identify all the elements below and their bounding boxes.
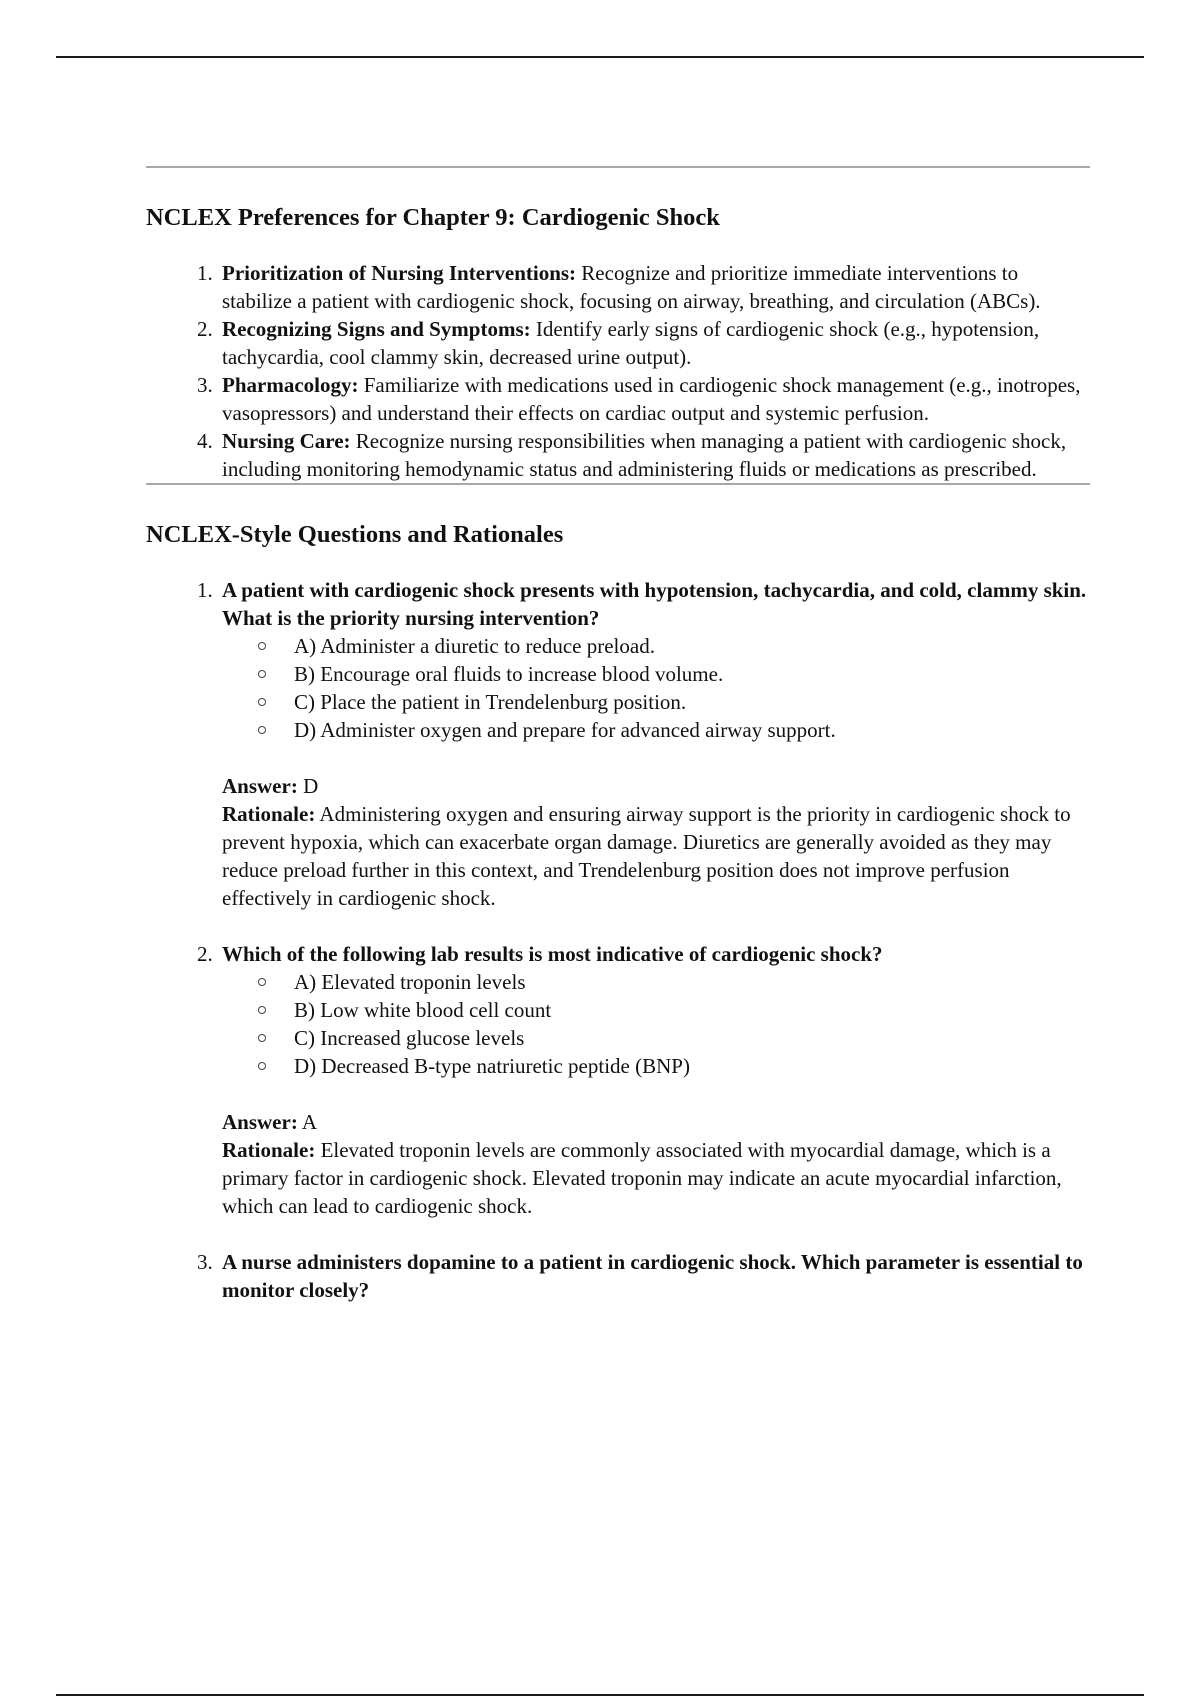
option-item (222, 716, 1090, 744)
preference-label: Nursing Care: (222, 429, 351, 453)
circle-bullet-icon (258, 1006, 266, 1014)
option-item (222, 1024, 1090, 1052)
option-text: D) Decreased B-type natriuretic peptide (BNP) (294, 1054, 690, 1078)
preference-text: Recognize nursing responsibilities when managing a patient with cardiogenic shock, including monitoring hemodynamic status and administering fluids or medications as prescribed. (222, 429, 1067, 481)
answer-value: D (297, 774, 319, 798)
option-item (222, 968, 1090, 996)
option-item (222, 660, 1090, 688)
option-text: C) Place the patient in Trendelenburg position. (294, 690, 687, 714)
rationale-paragraph (222, 1136, 1090, 1220)
option-item (222, 1052, 1090, 1080)
circle-bullet-icon (258, 1062, 266, 1070)
option-item (222, 632, 1090, 660)
answer-block (222, 772, 1090, 912)
preference-item (218, 315, 1090, 371)
question-stem: 3. A nurse administers dopamine to a patient in cardiogenic shock. Which parameter is essential to monitor closely? (222, 1250, 1083, 1302)
preference-label: Prioritization of Nursing Interventions: (222, 261, 577, 285)
option-text: A) Administer a diuretic to reduce preload. (294, 634, 655, 658)
preferences-heading: NCLEX Preferences for Chapter 9: Cardiogenic Shock (146, 204, 720, 231)
answer-label: Answer: (222, 774, 298, 798)
section-divider (146, 483, 1090, 485)
page-top-rule (56, 56, 1144, 58)
question-stem: 1. A patient with cardiogenic shock presents with hypotension, tachycardia, and cold, clammy skin. What is the priority nursing intervention? (222, 578, 1087, 630)
option-text: D) Administer oxygen and prepare for advanced airway support. (294, 718, 836, 742)
option-text: B) Low white blood cell count (294, 998, 552, 1022)
option-item (222, 996, 1090, 1024)
preference-label: Recognizing Signs and Symptoms: (222, 317, 531, 341)
document-content (146, 166, 1090, 1332)
rationale-label: Rationale: (222, 802, 316, 826)
circle-bullet-icon (258, 1034, 266, 1042)
section-divider (146, 166, 1090, 168)
page-bottom-rule (56, 1694, 1144, 1696)
preference-text: Identify early signs of cardiogenic shock (e.g., hypotension, tachycardia, cool clammy skin, decreased urine output). (222, 317, 1040, 369)
rationale-paragraph (222, 800, 1090, 912)
circle-bullet-icon (258, 726, 266, 734)
preference-text: Familiarize with medications used in cardiogenic shock management (e.g., inotropes, vasopressors) and understand their effects on cardiac output and systemic perfusion. (222, 373, 1081, 425)
option-text: B) Encourage oral fluids to increase blood volume. (294, 662, 724, 686)
preference-item (218, 371, 1090, 427)
answer-block (222, 1108, 1090, 1220)
option-list (222, 968, 1090, 1080)
question-item (218, 1248, 1090, 1304)
circle-bullet-icon (258, 642, 266, 650)
circle-bullet-icon (258, 670, 266, 678)
answer-label: Answer: (222, 1110, 298, 1134)
questions-heading: NCLEX-Style Questions and Rationales (146, 521, 564, 548)
answer-line (222, 1108, 1090, 1136)
question-item (218, 576, 1090, 912)
question-stem: 2. Which of the following lab results is most indicative of cardiogenic shock? (222, 942, 883, 966)
answer-value: A (297, 1110, 318, 1134)
circle-bullet-icon (258, 978, 266, 986)
preferences-list (146, 259, 1090, 483)
preference-item (218, 259, 1090, 315)
preference-item (218, 427, 1090, 483)
option-text: C) Increased glucose levels (294, 1026, 525, 1050)
option-item (222, 688, 1090, 716)
question-item (218, 940, 1090, 1220)
preference-label: Pharmacology: (222, 373, 359, 397)
questions-list (146, 576, 1090, 1304)
answer-line (222, 772, 1090, 800)
preference-text: Recognize and prioritize immediate interventions to stabilize a patient with cardiogenic shock, focusing on airway, breathing, and circulation (ABCs). (222, 261, 1041, 313)
rationale-label: Rationale: (222, 1138, 316, 1162)
rationale-text: Administering oxygen and ensuring airway support is the priority in cardiogenic shock to prevent hypoxia, which can exacerbate organ damage. Diuretics are generally avoided as they may reduce preload further in this context, and Trendelenburg position does not improve perfusion effectively in cardiogenic shock. (222, 802, 1071, 910)
option-list (222, 632, 1090, 744)
circle-bullet-icon (258, 698, 266, 706)
option-text: A) Elevated troponin levels (294, 970, 526, 994)
rationale-text: Elevated troponin levels are commonly associated with myocardial damage, which is a primary factor in cardiogenic shock. Elevated troponin may indicate an acute myocardial infarction, which can lead to cardiogenic shock. (222, 1138, 1062, 1218)
